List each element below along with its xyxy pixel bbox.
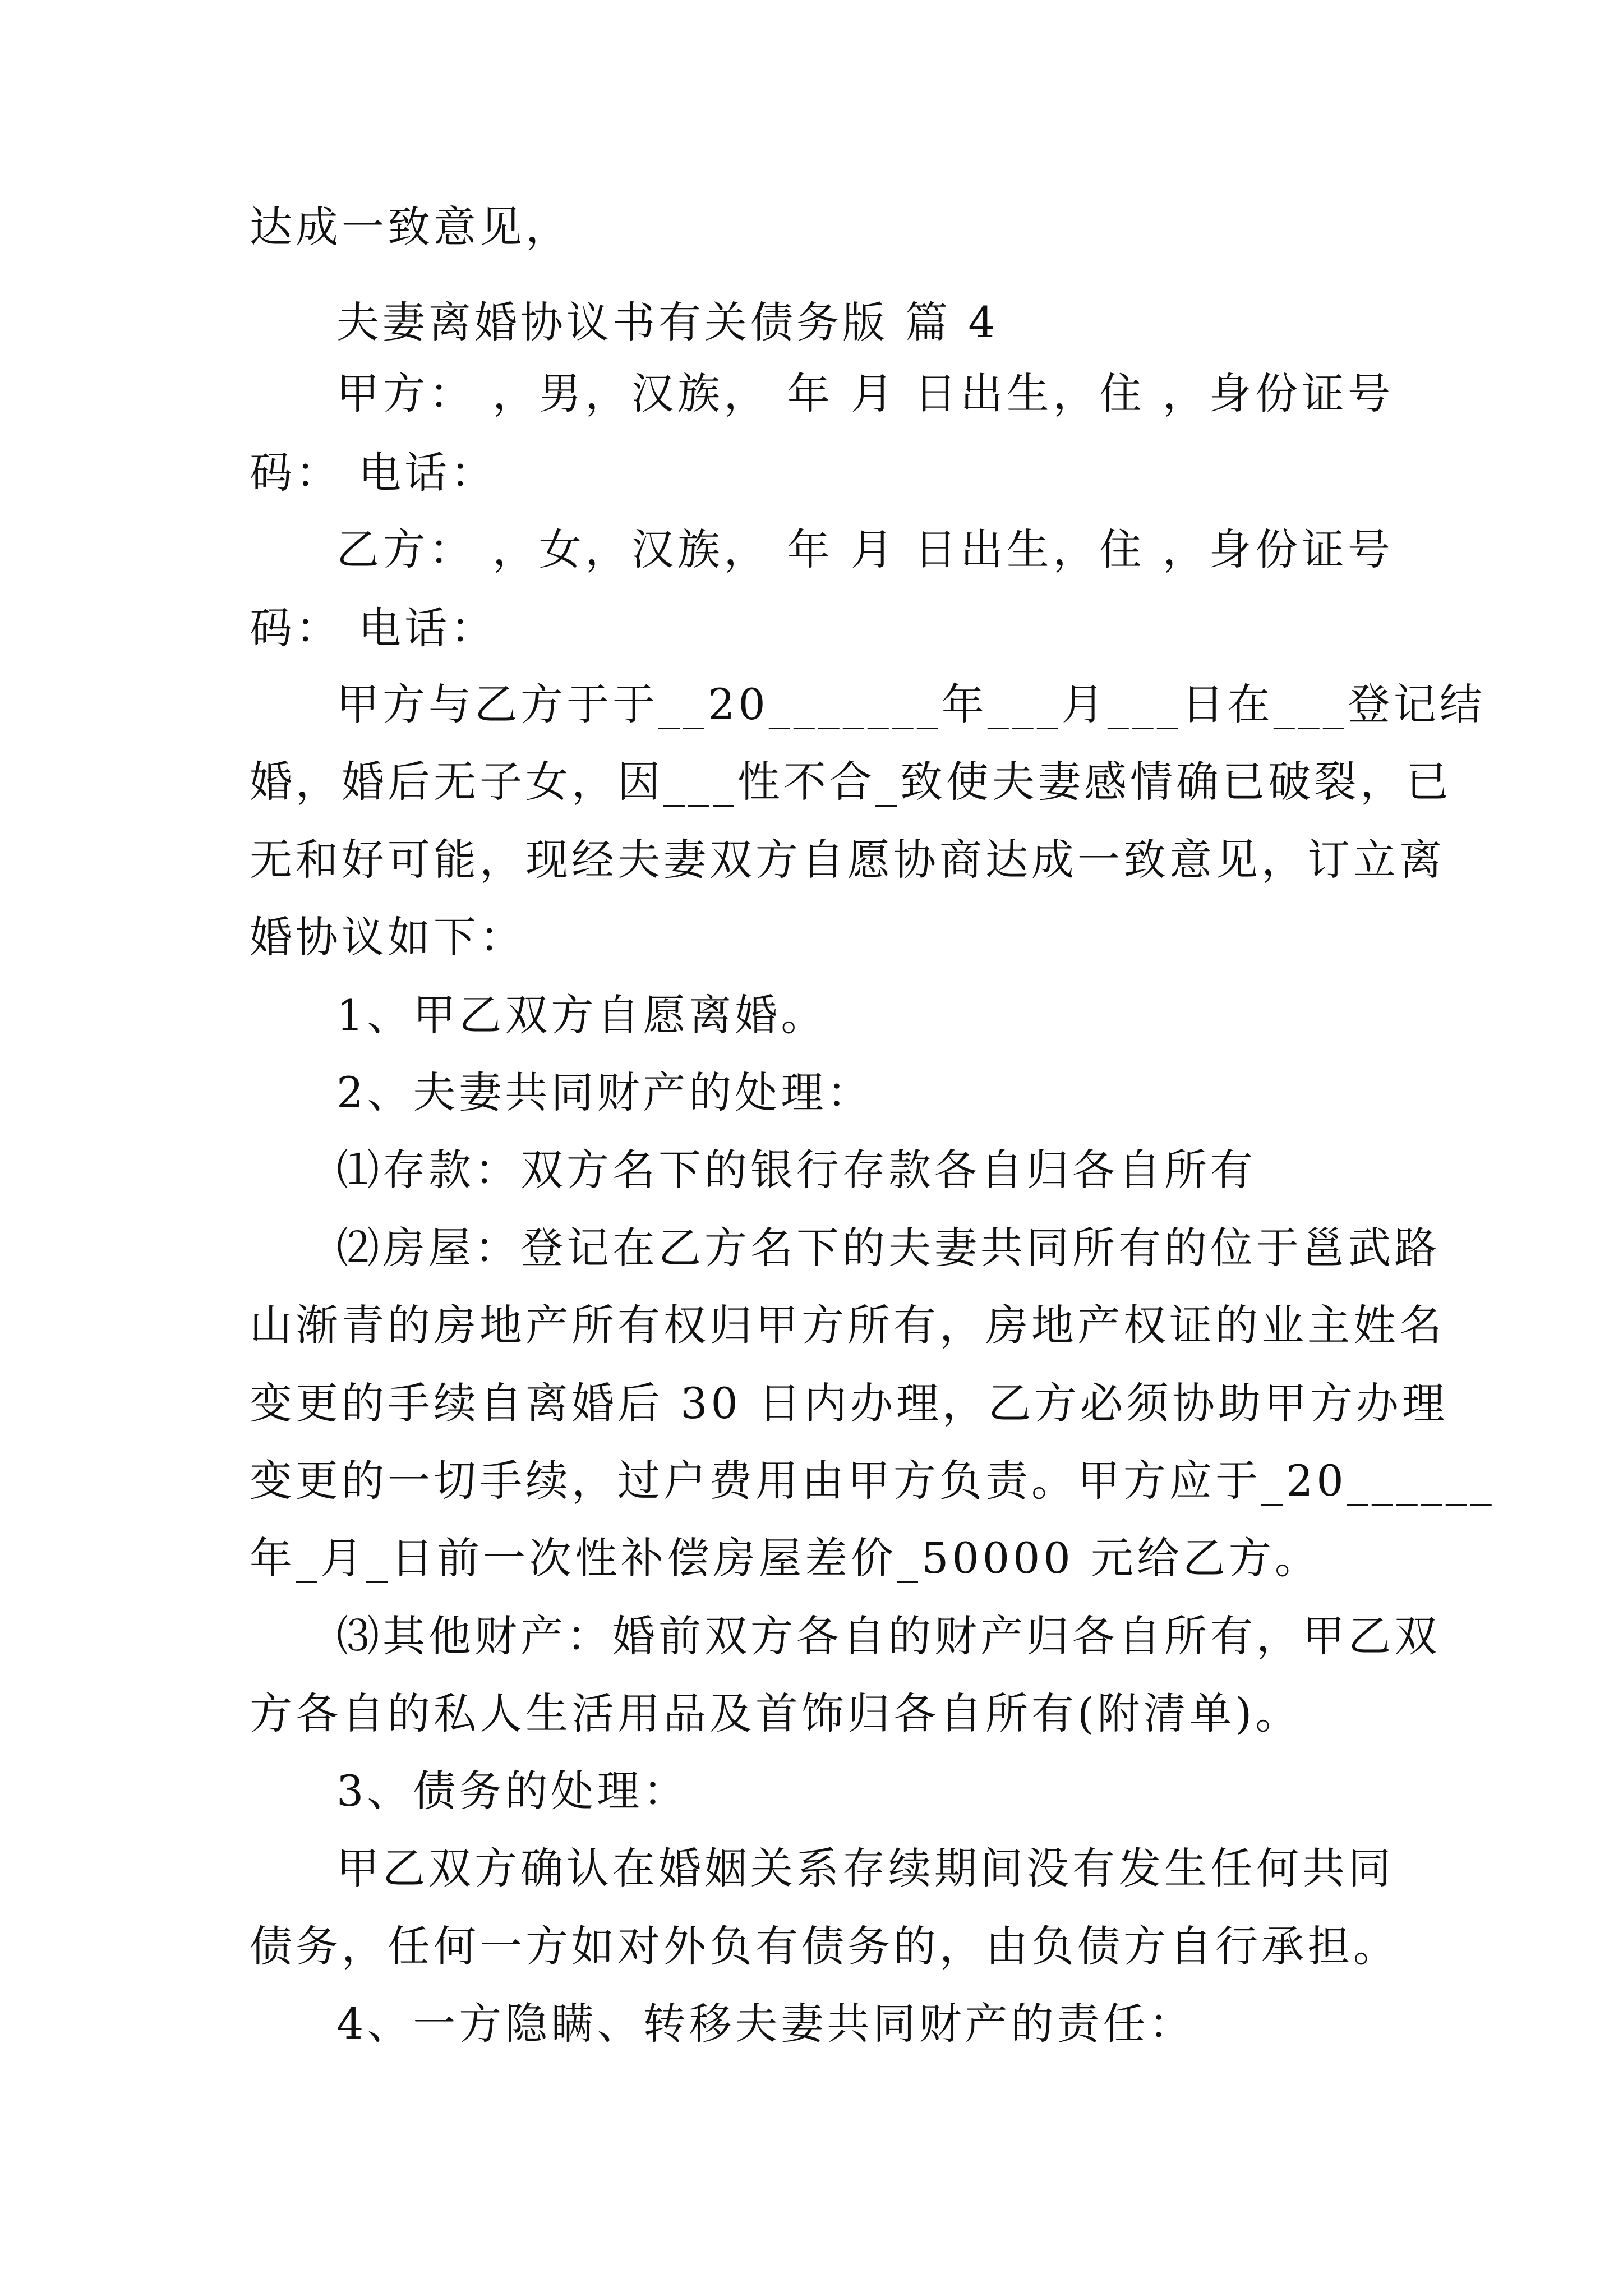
list-item: 1、甲乙双方自愿离婚。 xyxy=(336,990,827,1040)
text-line: 码： 电话： xyxy=(250,603,497,653)
list-item: 2、夫妻共同财产的处理： xyxy=(336,1068,873,1117)
text-line: 方各自的私人生活用品及首饰归各自所有(附清单)。 xyxy=(250,1688,1302,1738)
text-line: 甲方： ，男，汉族， 年 月 日出生，住 ，身份证号 xyxy=(336,369,1394,418)
text-line: 年_月_日前一次性补偿房屋差价_50000 元给乙方。 xyxy=(250,1533,1321,1583)
section-heading: 夫妻离婚协议书有关债务版 篇 4 xyxy=(336,297,999,347)
text-line: 无和好可能，现经夫妻双方自愿协商达成一致意见，订立离 xyxy=(250,835,1445,885)
list-item: 3、债务的处理： xyxy=(336,1766,689,1816)
list-item: ⑶其他财产：婚前双方各自的财产归各自所有，甲乙双 xyxy=(336,1611,1440,1661)
text-line: 债务，任何一方如对外负有债务的，由负债方自行承担。 xyxy=(250,1921,1399,1971)
text-line: 乙方： ，女，汉族， 年 月 日出生，住 ，身份证号 xyxy=(336,524,1394,574)
text-line: 甲方与乙方于于__20_______年___月___日在___登记结 xyxy=(336,679,1486,729)
text-line: 婚，婚后无子女，因___性不合_致使夫妻感情确已破裂，已 xyxy=(250,757,1452,807)
list-item: ⑴存款：双方名下的银行存款各自归各自所有 xyxy=(336,1145,1256,1195)
list-item: 4、一方隐瞒、转移夫妻共同财产的责任： xyxy=(336,1999,1195,2049)
text-line: 达成一致意见， xyxy=(250,202,571,252)
text-line: 码： 电话： xyxy=(250,448,497,498)
text-line: 变更的一切手续，过户费用由甲方负责。甲方应于_20______ xyxy=(250,1456,1495,1506)
text-line: 甲乙双方确认在婚姻关系存续期间没有发生任何共同 xyxy=(336,1843,1394,1893)
text-line: 婚协议如下： xyxy=(250,912,525,962)
text-line: 变更的手续自离婚后 30 日内办理，乙方必须协助甲方办理 xyxy=(250,1378,1449,1428)
text-line: 山渐青的房地产所有权归甲方所有，房地产权证的业主姓名 xyxy=(250,1300,1445,1350)
list-item: ⑵房屋：登记在乙方名下的夫妻共同所有的位于邕武路 xyxy=(336,1223,1440,1273)
